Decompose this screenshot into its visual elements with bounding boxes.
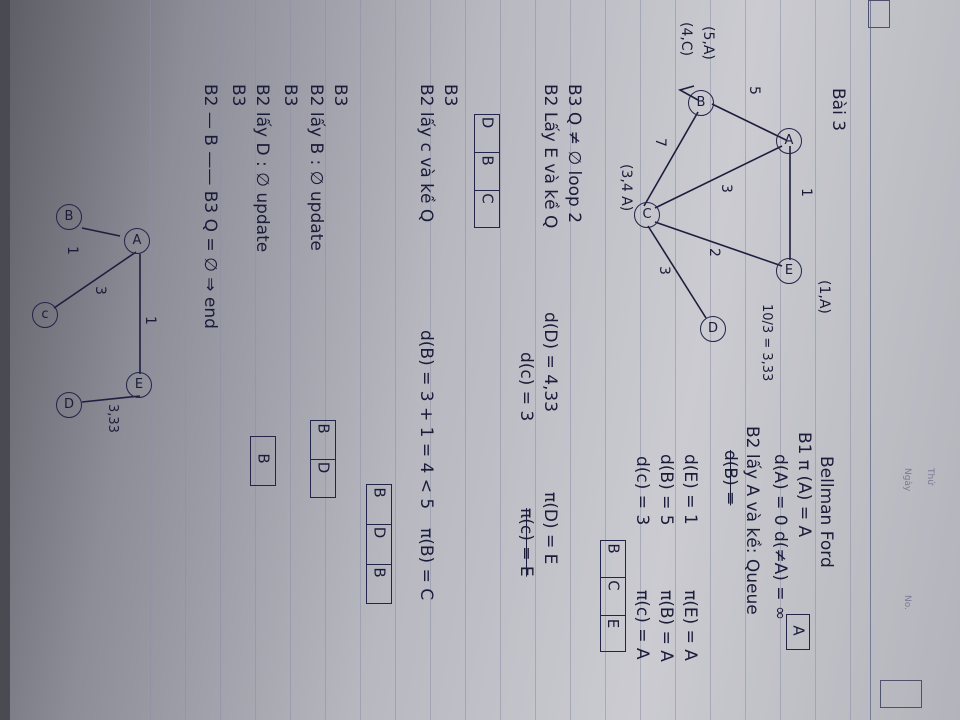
edge-label: 1: [64, 246, 80, 255]
parent-c-crossed: π(c) = E: [516, 508, 536, 577]
parent-c: π(c) = A: [632, 590, 652, 660]
edge-label: 3: [718, 184, 734, 193]
annotation: (5,A): [700, 26, 716, 60]
graph2-node: A: [124, 228, 150, 254]
step-b2: B2 lấy B : ∅ update: [306, 84, 326, 251]
step-b2: B2 lấy A và kề: Queue: [742, 426, 762, 615]
graph2-node: c: [32, 302, 58, 328]
edge-label: 1: [142, 316, 158, 325]
distance-b: d(B) = 5: [656, 454, 676, 526]
annotation: 10/3 = 3,33: [759, 304, 774, 382]
distance-e: d(E) = 1: [680, 454, 700, 525]
graph1-node: C: [634, 202, 660, 228]
step-b3: B3 Q ≠ ∅ loop 2: [564, 84, 584, 224]
day-label: Ngày: [902, 468, 912, 492]
step-b3: B3: [228, 84, 248, 107]
annotation: (1,A): [816, 280, 832, 314]
exercise-title: Bài 3: [828, 88, 848, 132]
algorithm-heading: Bellman Ford: [816, 456, 836, 568]
step-b3: B3: [280, 84, 300, 107]
date-label: Thứ: [925, 468, 935, 485]
queue-box: B C E: [600, 540, 626, 652]
graph2-node: E: [126, 372, 152, 398]
step-b1: B1 π (A) = A: [794, 432, 814, 538]
distance-c: d(c) = 3: [516, 352, 536, 422]
queue-box: B D B: [366, 484, 392, 604]
edge-label: 2: [706, 248, 722, 257]
annotation: (3,4 A): [618, 164, 634, 212]
distance-d: d(D) = 4,33: [540, 312, 560, 413]
step-b2: B2 lấy c và kề Q: [416, 84, 436, 223]
step-b2: B2 lấy D : ∅ update: [252, 84, 272, 253]
distance-c: d(c) = 3: [632, 456, 652, 526]
edge-label: 3: [656, 266, 672, 275]
parent-e: π(E) = A: [680, 590, 700, 661]
parent-b: π(B) = C: [416, 528, 436, 601]
edge-label: 1: [798, 188, 814, 197]
crossed-note: d(B) =: [720, 450, 740, 506]
step-b3: B3: [330, 84, 350, 107]
queue-box: A: [786, 614, 810, 650]
queue-box: B D: [310, 420, 336, 498]
parent-d: π(D) = E: [540, 492, 560, 565]
init-distances: d(A) = 0 d(≠A) = ∞: [770, 454, 790, 621]
parent-b: π(B) = A: [656, 590, 676, 662]
queue-box: D B C: [474, 114, 500, 228]
edge-label: 7: [652, 138, 668, 147]
graph2-node: B: [56, 204, 82, 230]
no-label: No.: [902, 595, 912, 610]
step-b2: B2 Lấy E và kề Q: [540, 84, 560, 229]
final-step: B2 — B —— B3 Q = ∅ ⇒ end: [200, 84, 220, 329]
graph1-node: E: [776, 258, 802, 284]
graph1-node: D: [700, 316, 726, 342]
edge-label: 3: [92, 286, 108, 295]
edge-label: 5: [746, 86, 762, 95]
graph1-node: A: [776, 128, 802, 154]
queue-box: B: [250, 436, 276, 486]
graph1-node: B: [688, 90, 714, 116]
step-b3: B3: [440, 84, 460, 107]
annotation: (4,C): [678, 22, 694, 57]
graph2-node: D: [56, 392, 82, 418]
distance-b-update: d(B) = 3 + 1 = 4 < 5: [416, 330, 436, 510]
edge-label: 3,33: [105, 404, 120, 433]
